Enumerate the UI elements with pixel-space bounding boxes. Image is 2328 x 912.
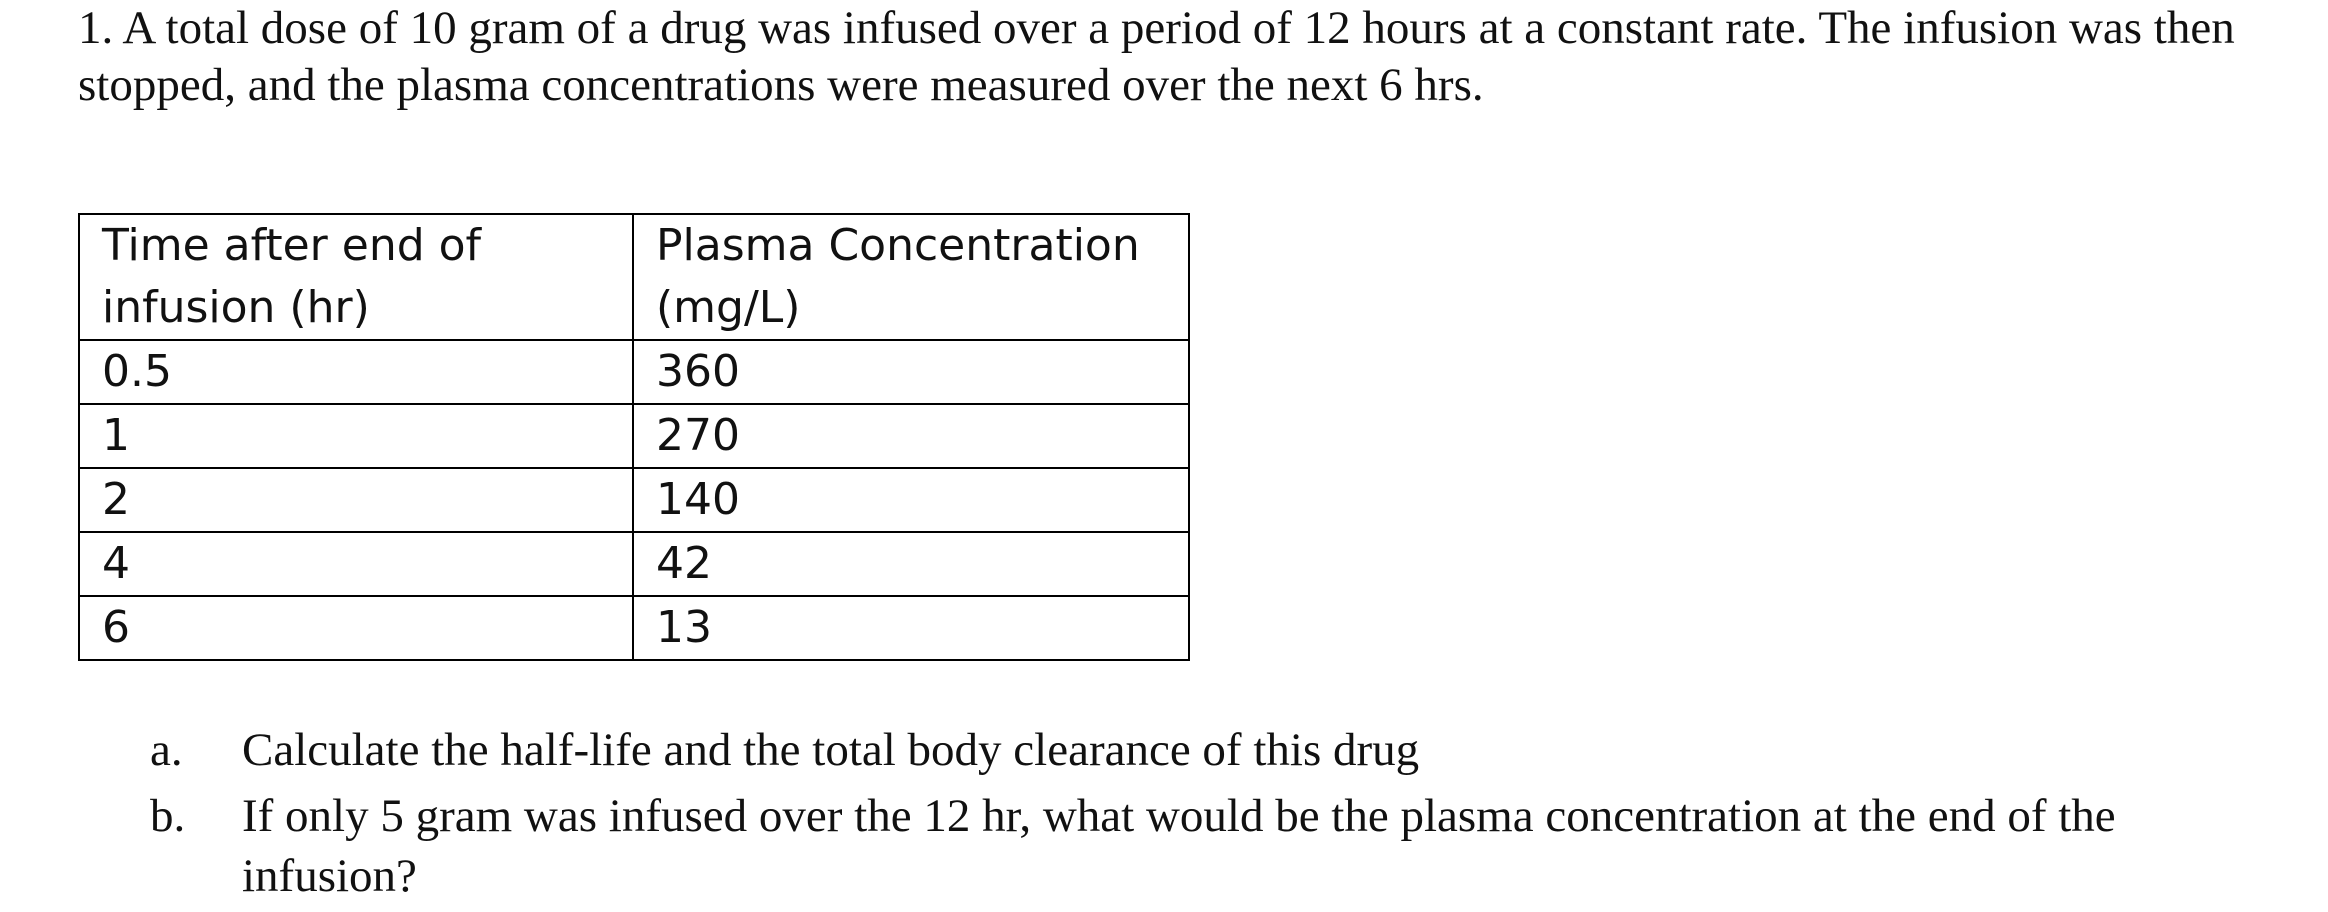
problem-statement bbox=[78, 0, 2298, 114]
table-row bbox=[79, 340, 1189, 404]
question-marker: b. bbox=[150, 790, 186, 842]
table-row bbox=[79, 532, 1189, 596]
time-cell: 6 bbox=[79, 596, 633, 660]
time-cell: 2 bbox=[79, 468, 633, 532]
header-time: Time after end of infusion (hr) bbox=[79, 214, 633, 340]
concentration-cell: 140 bbox=[633, 468, 1189, 532]
concentration-table bbox=[78, 213, 1190, 661]
concentration-cell: 42 bbox=[633, 532, 1189, 596]
question-marker: a. bbox=[150, 724, 183, 776]
question-item bbox=[150, 786, 2300, 906]
question-list bbox=[150, 720, 2300, 912]
problem-text: A total dose of 10 gram of a drug was infused over a period of 12 hours at a constant rate. The infusion was then stopped, and the plasma concentrations were measured over the next 6 hrs. bbox=[78, 2, 2235, 111]
concentration-cell: 13 bbox=[633, 596, 1189, 660]
table-row bbox=[79, 468, 1189, 532]
table-row bbox=[79, 596, 1189, 660]
concentration-cell: 270 bbox=[633, 404, 1189, 468]
question-text: Calculate the half-life and the total body clearance of this drug bbox=[242, 724, 1420, 776]
table-header-row bbox=[79, 214, 1189, 340]
time-cell: 1 bbox=[79, 404, 633, 468]
time-cell: 0.5 bbox=[79, 340, 633, 404]
concentration-cell: 360 bbox=[633, 340, 1189, 404]
question-item bbox=[150, 720, 2300, 780]
time-cell: 4 bbox=[79, 532, 633, 596]
question-text: If only 5 gram was infused over the 12 hr, what would be the plasma concentration at the end of the infusion? bbox=[242, 790, 2116, 902]
problem-number: 1. bbox=[78, 2, 114, 54]
header-concentration: Plasma Concentration (mg/L) bbox=[633, 214, 1189, 340]
table-row bbox=[79, 404, 1189, 468]
